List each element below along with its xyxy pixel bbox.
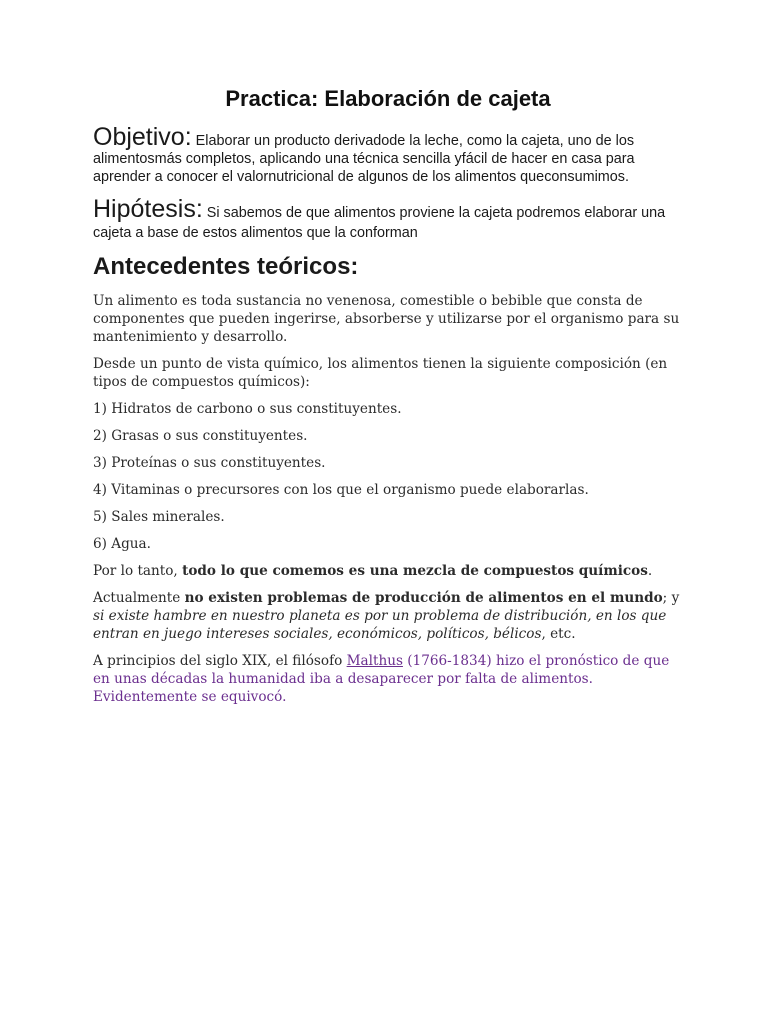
production-suffix: , etc.	[541, 626, 576, 642]
production-mid: ; y	[662, 590, 680, 606]
conclusion-bold: todo lo que comemos es una mezcla de compuestos químicos	[182, 563, 648, 579]
list-item: 1) Hidratos de carbono o sus constituyentes.	[93, 401, 402, 417]
list-item: 3) Proteínas o sus constituyentes.	[93, 455, 326, 471]
conclusion-suffix: .	[647, 563, 653, 579]
paragraph-composition: Desde un punto de vista químico, los alimentos tienen la siguiente composición (en tipos de compuestos químicos):	[93, 356, 668, 390]
production-paragraph	[93, 589, 683, 643]
malthus-link[interactable]: Malthus	[346, 653, 403, 669]
malthus-prefix: A principios del siglo XIX, el filósofo	[93, 653, 347, 669]
objective-text: Elaborar un producto derivadode la leche, como la cajeta, uno de los alimentosmás completos, aplicando una técnica sencilla yfácil de hacer en casa para aprender a conocer el valornutricional de algunos de los alimentos queconsumimos.	[93, 133, 635, 185]
hypothesis-label: Hipótesis:	[93, 195, 203, 223]
page-title: Practica: Elaboración de cajeta	[225, 86, 551, 111]
production-prefix: Actualmente	[93, 590, 185, 606]
paragraph-definition: Un alimento es toda sustancia no venenosa, comestible o bebible que consta de componentes que pueden ingerirse, absorberse y utilizarse por el organismo para su mantenimiento y desarrollo.	[93, 293, 680, 345]
objective-paragraph	[93, 124, 683, 186]
list-item: 2) Grasas o sus constituyentes.	[93, 428, 308, 444]
malthus-text: (1766-1834) hizo el pronóstico de que en unas décadas la humanidad iba a desaparecer por falta de alimentos. Evidentemente se equivocó.	[93, 653, 670, 705]
hypothesis-paragraph	[93, 196, 683, 243]
hypothesis-text: Si sabemos de que alimentos proviene la cajeta podremos elaborar una cajeta a base de estos alimentos que la conforman	[93, 205, 666, 241]
section-heading: Antecedentes teóricos:	[93, 253, 359, 280]
malthus-paragraph	[93, 652, 683, 706]
production-bold: no existen problemas de producción de alimentos en el mundo	[184, 590, 663, 606]
list-item: 6) Agua.	[93, 536, 151, 552]
list-item: 5) Sales minerales.	[93, 509, 225, 525]
production-italic: si existe hambre en nuestro planeta es por un problema de distribución, en los que entran en juego intereses sociales, económicos, políticos, bélicos	[93, 608, 667, 642]
conclusion-prefix: Por lo tanto,	[93, 563, 183, 579]
document-page	[93, 86, 683, 715]
list-item: 4) Vitaminas o precursores con los que el organismo puede elaborarlas.	[93, 482, 589, 498]
conclusion-paragraph	[93, 562, 683, 580]
objective-label: Objetivo:	[93, 123, 192, 151]
